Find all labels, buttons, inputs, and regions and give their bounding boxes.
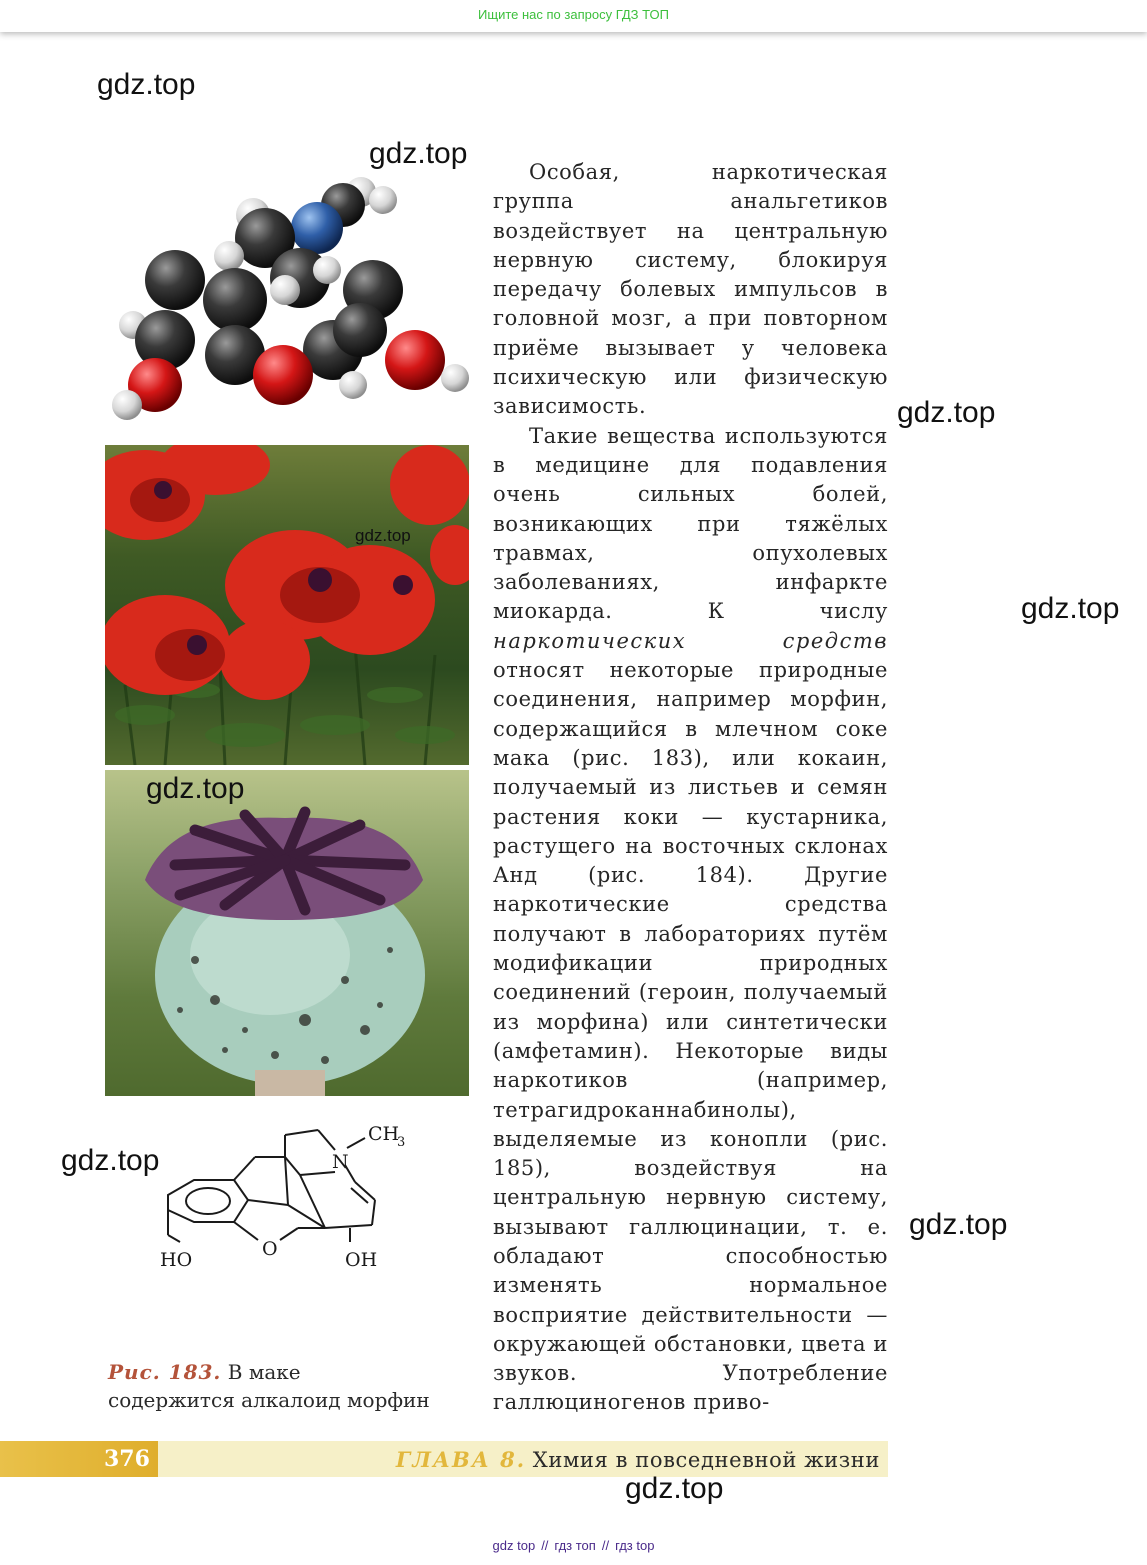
banner-link[interactable]: Ищите нас по запросу ГДЗ ТОП <box>478 7 669 22</box>
svg-text:O: O <box>262 1238 278 1260</box>
morphine-structural-formula <box>150 1110 420 1300</box>
molecule-atoms <box>112 177 469 420</box>
svg-text:CH: CH <box>368 1123 400 1145</box>
term-narcotic-drugs: наркотических средств <box>493 628 888 653</box>
watermark: gdz.top <box>61 1144 160 1177</box>
caption-line-1: В маке <box>227 1360 301 1384</box>
top-banner <box>0 0 1147 32</box>
svg-text:HO: HO <box>160 1249 193 1271</box>
molecule-model-image <box>105 160 470 438</box>
bottom-link-3[interactable]: гдз top <box>615 1538 655 1553</box>
watermark: gdz.top <box>897 396 996 429</box>
chapter-label: ГЛАВА 8. <box>395 1447 527 1472</box>
svg-text:OH: OH <box>345 1249 378 1271</box>
watermark: gdz.top <box>909 1208 1008 1241</box>
watermark: gdz.top <box>1021 592 1120 625</box>
paragraph-2: Такие вещества используются в медицине для подавления очень сильных болей, возникающих при тяжёлых травмах, опухолевых заболеваниях, инфаркте миокарда. К числу наркотических средств относят некоторые природные соединения, например морфин, содержащийся в млечном соке мака (рис. 183), или кокаин, получаемый из листьев и семян растения коки — кустарника, растущего на восточных склонах Анд (рис. 184). Другие наркотические средства получают в лабораториях путём модификации природных соединений (героин, получаемый из морфина) или синтетически (амфетамин). Некоторые виды наркотиков (например, тетрагидроканнабинолы), выделяемые из конопли (рис. 185), воздействуя на центральную нервную систему, вызывают галлюцинации, т. е. обладают способностью изменять нормальное восприятие действительности — окружающей обстановки, цвета и звуков. Употребление галлюциногенов приво- <box>493 423 888 1415</box>
watermark: gdz.top <box>97 68 196 101</box>
watermark: gdz.top <box>625 1472 724 1505</box>
footer-gold-block <box>0 1441 158 1477</box>
poppy-flowers-image <box>105 445 469 765</box>
bottom-link-2[interactable]: гдз топ <box>554 1538 596 1553</box>
poppy-capsule-image <box>105 770 469 1096</box>
chapter-heading <box>396 1447 880 1472</box>
caption-line-2: содержится алкалоид морфин <box>108 1388 430 1412</box>
bottom-link-1[interactable]: gdz top <box>492 1538 536 1553</box>
chapter-title: Химия в повседневной жизни <box>532 1448 880 1472</box>
page-number: 376 <box>104 1446 150 1472</box>
body-text <box>493 158 888 1418</box>
figure-caption <box>108 1358 478 1414</box>
page-footer <box>0 1441 888 1477</box>
svg-text:3: 3 <box>397 1135 406 1150</box>
link-separator: // <box>601 1538 610 1553</box>
watermark: gdz.top <box>355 526 411 545</box>
watermark: gdz.top <box>369 137 468 170</box>
svg-text:N: N <box>332 1151 349 1173</box>
watermark: gdz.top <box>146 772 245 805</box>
figure-number: Рис. 183. <box>108 1360 222 1384</box>
link-separator: // <box>541 1538 549 1553</box>
bottom-links <box>0 1538 1147 1553</box>
paragraph-1: Особая, наркотическая группа анальгетиков воздействует на центральную нервную систему, блокируя передачу болевых импульсов в головной мозг, а при повторном приёме вызывает у человека психическую или физическую зависимость. <box>493 160 888 419</box>
